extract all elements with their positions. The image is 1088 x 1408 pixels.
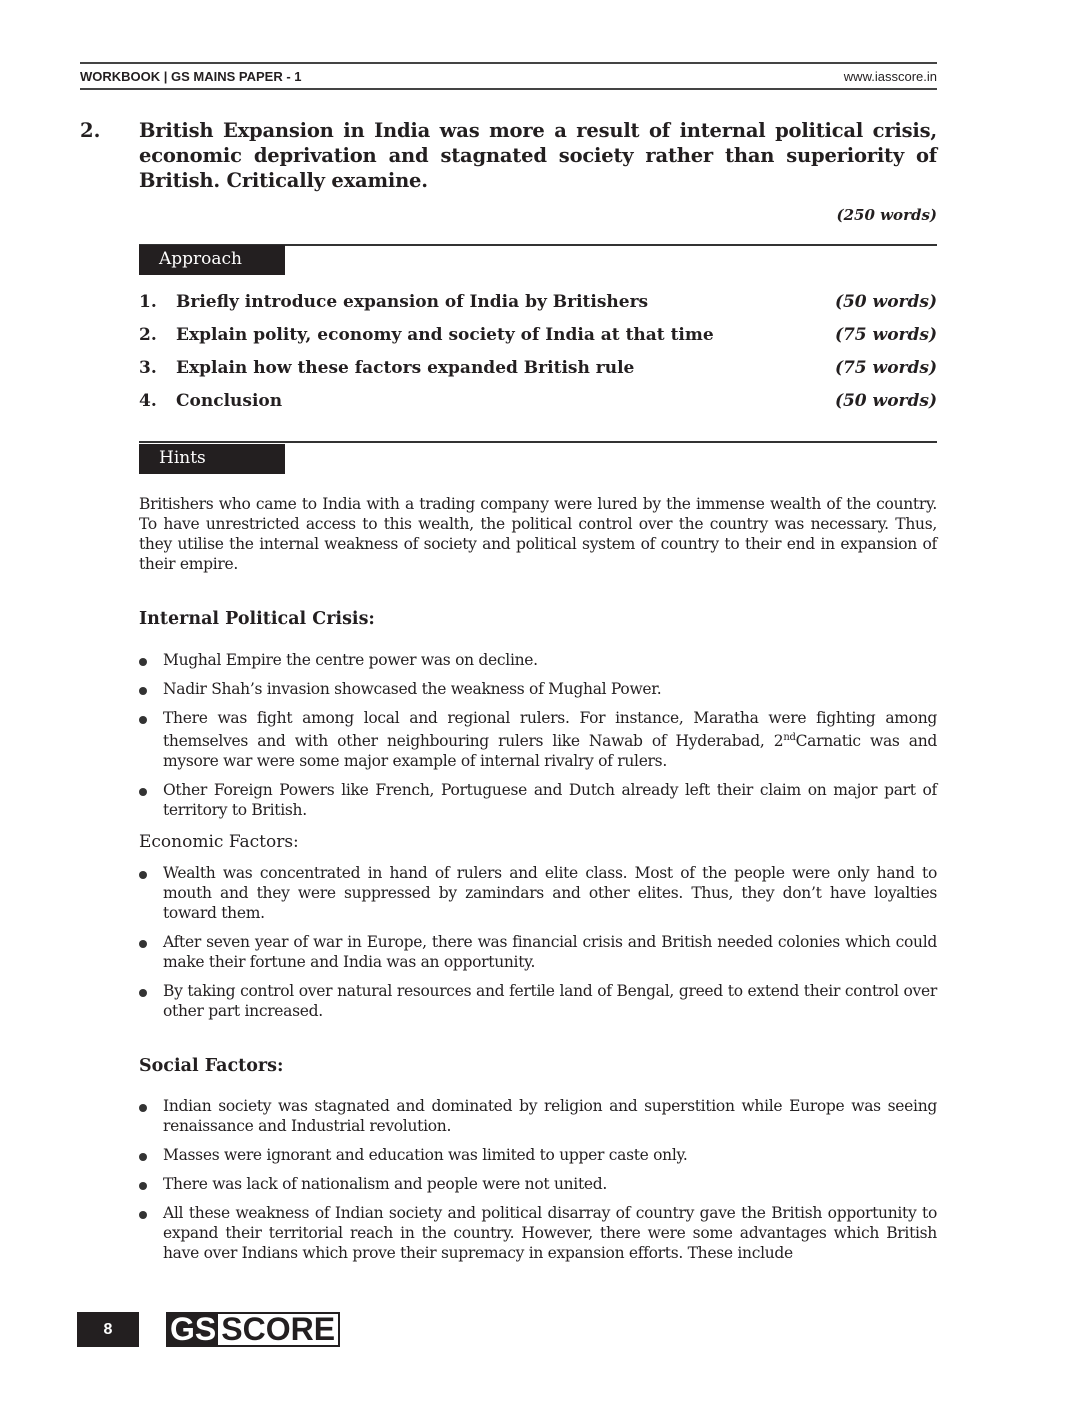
item-text: Explain how these factors expanded British rule [176, 357, 635, 378]
list-item [139, 1203, 937, 1263]
list-item [139, 679, 937, 699]
bullet-icon [139, 932, 163, 972]
header-url: www.iasscore.in [843, 68, 937, 84]
bullet-icon [139, 863, 163, 923]
approach-item [139, 285, 937, 318]
bullet-icon [139, 1174, 163, 1194]
item-number: 4. [139, 390, 157, 411]
item-text: Wealth was concentrated in hand of rulers and elite class. Most of the people were only hand to mouth and they were suppressed by zamindars and other elites. Thus, they don’t have loyalties toward them. [163, 864, 937, 922]
heading-economic: Economic Factors: [139, 832, 299, 852]
list-item [139, 1174, 937, 1194]
bullet-icon [139, 650, 163, 670]
logo-part: SCORE [221, 1311, 336, 1347]
item-text [163, 708, 937, 771]
approach-label: Approach [139, 245, 285, 275]
bullet-icon [139, 679, 163, 699]
bullet-icon [139, 1145, 163, 1165]
approach-item [139, 318, 937, 351]
hints-intro: Britishers who came to India with a trading company were lured by the immense wealth of the country. To have unrestricted access to this wealth, the political control over the country was necessary. Thus, they utilise the internal weakness of society and political system of country to their end in expansion of their empire. [139, 495, 937, 573]
question-text: British Expansion in India was more a result of internal political crisis, economic deprivation and stagnated society rather than superiority of British. Critically examine. [139, 119, 937, 192]
political-list [139, 650, 937, 829]
list-item [139, 932, 937, 972]
item-text-part: Carnatic was and mysore war were some major example of internal rivalry of rulers. [163, 732, 938, 771]
item-words: (50 words) [834, 291, 937, 312]
item-text: Indian society was stagnated and dominated by religion and superstition while Europe was seeing renaissance and Industrial revolution. [163, 1097, 937, 1135]
question-number: 2. [80, 119, 101, 142]
bullet-icon [139, 1203, 163, 1263]
bullet-icon [139, 780, 163, 820]
list-item [139, 780, 937, 820]
economic-list [139, 863, 937, 1030]
item-text: By taking control over natural resources and fertile land of Bengal, greed to extend their control over other part increased. [163, 982, 937, 1020]
item-number: 2. [139, 324, 157, 345]
item-text: Masses were ignorant and education was limited to upper caste only. [163, 1146, 688, 1164]
item-text: Nadir Shah’s invasion showcased the weakness of Mughal Power. [163, 680, 662, 698]
running-header [80, 62, 937, 90]
item-text: After seven year of war in Europe, there was financial crisis and British needed colonies which could make their fortune and India was an opportunity. [163, 933, 937, 971]
item-text-part: There was fight among local and regional rulers. For instance, Maratha were fighting among themselves and with other neighbouring rulers like Nawab of Hyderabad, 2 [163, 709, 937, 751]
item-number: 3. [139, 357, 157, 378]
divider [139, 441, 937, 443]
item-text: Other Foreign Powers like French, Portuguese and Dutch already left their claim on major part of territory to British. [163, 781, 937, 820]
item-words: (75 words) [834, 324, 937, 345]
list-item [139, 650, 937, 670]
bullet-icon [139, 708, 163, 771]
approach-item [139, 351, 937, 384]
question [80, 118, 937, 193]
item-text: Conclusion [176, 390, 283, 411]
superscript: nd [783, 732, 796, 743]
list-item [139, 1145, 937, 1165]
question-word-limit: (250 words) [836, 206, 937, 224]
heading-social: Social Factors: [139, 1056, 284, 1076]
hints-label: Hints [139, 444, 285, 474]
item-number: 1. [139, 291, 157, 312]
item-words: (75 words) [834, 357, 937, 378]
item-text: There was lack of nationalism and people were not united. [163, 1175, 608, 1193]
heading-political: Internal Political Crisis: [139, 609, 375, 629]
logo-part: GS [170, 1311, 217, 1347]
bullet-icon [139, 981, 163, 1021]
page-number: 8 [77, 1312, 139, 1347]
item-text: Briefly introduce expansion of India by Britishers [176, 291, 649, 312]
item-text: Explain polity, economy and society of India at that time [176, 324, 714, 345]
list-item [139, 981, 937, 1021]
item-text: Mughal Empire the centre power was on decline. [163, 651, 538, 669]
item-text: All these weakness of Indian society and political disarray of country gave the British opportunity to expand their territorial reach in the country. However, there were some advantages which British have over Indians which prove their supremacy in expansion efforts. These include [163, 1204, 937, 1262]
bullet-icon [139, 1096, 163, 1136]
approach-item [139, 384, 937, 417]
item-words: (50 words) [834, 390, 937, 411]
approach-list [139, 285, 937, 417]
list-item [139, 708, 937, 771]
social-list [139, 1096, 937, 1272]
header-title: WORKBOOK | GS MAINS PAPER - 1 [80, 68, 302, 84]
list-item [139, 863, 937, 923]
list-item [139, 1096, 937, 1136]
gsscore-logo [166, 1312, 340, 1347]
